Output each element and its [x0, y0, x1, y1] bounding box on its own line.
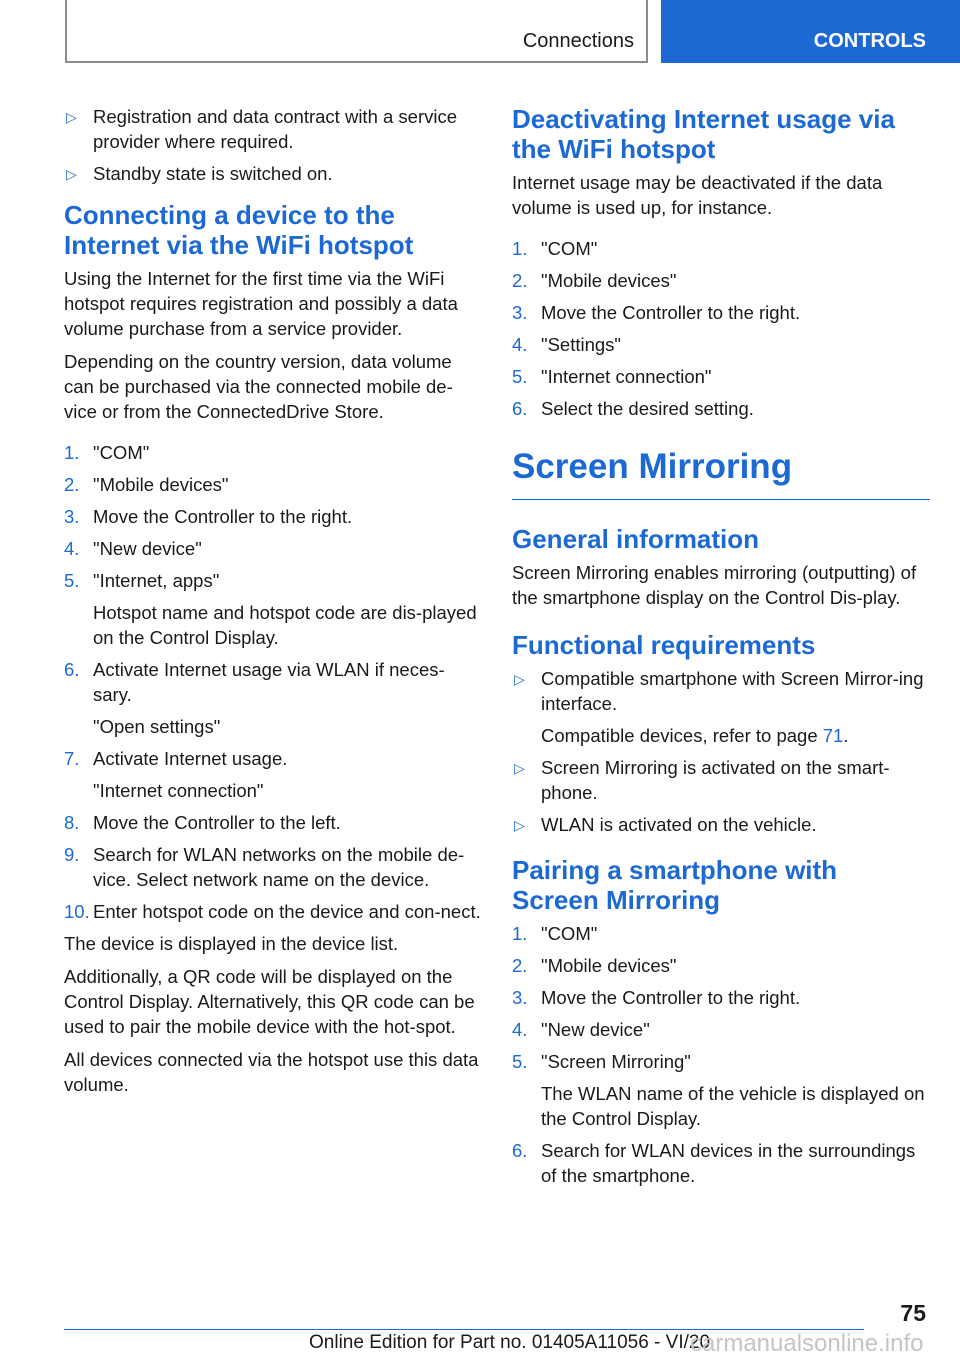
step-text: Search for WLAN devices in the surroundings of the smartphone.: [541, 1140, 916, 1186]
step-number: 3.: [64, 506, 80, 527]
list-item-text: WLAN is activated on the vehicle.: [541, 814, 817, 835]
list-item-text: Compatible smartphone with Screen Mirror‐ing interface.: [541, 668, 924, 714]
step-item: [512, 332, 930, 357]
step-item: [512, 396, 930, 421]
paragraph: Internet usage may be deactivated if the data volume is used up, for instance.: [512, 172, 883, 218]
section-heading: Connecting a device to the Internet via the WiFi hotspot: [64, 200, 414, 260]
section-label: Connections: [522, 30, 634, 52]
paragraph: Depending on the country version, data volume can be purchased via the connected mobile de‐vice or from the ConnectedDrive Store.: [64, 351, 453, 422]
step-text: Activate Internet usage via WLAN if neces‐sary.: [93, 659, 445, 705]
step-text: Move the Controller to the left.: [93, 812, 341, 833]
step-text: "Screen Mirroring": [541, 1051, 691, 1072]
step-number: 1.: [512, 923, 528, 944]
header-chapter-tab: [661, 0, 960, 63]
edition-text: Online Edition for Part no. 01405A11056 - VI/20: [309, 1332, 711, 1353]
left-column: [64, 104, 482, 1105]
step-text: Activate Internet usage.: [93, 748, 288, 769]
step-item: [64, 536, 482, 561]
section-heading: Pairing a smartphone with Screen Mirroring: [512, 855, 838, 915]
step-text: Search for WLAN networks on the mobile de‐vice. Select network name on the device.: [93, 844, 465, 890]
step-item: [512, 953, 930, 978]
cross-reference-suffix: .: [843, 725, 849, 746]
page-number: 75: [900, 1300, 926, 1326]
step-item: [64, 842, 482, 892]
paragraph: The device is displayed in the device list.: [64, 933, 399, 954]
step-text: "New device": [93, 538, 202, 559]
list-item-text: Screen Mirroring is activated on the smart‐phone.: [541, 757, 890, 803]
step-text: "COM": [93, 442, 150, 463]
step-item: [512, 921, 930, 946]
step-text: "New device": [541, 1019, 650, 1040]
step-text: Enter hotspot code on the device and con‐nect.: [93, 901, 481, 922]
chapter-heading: Screen Mirroring: [512, 447, 793, 486]
step-subtext: "Internet connection": [93, 780, 264, 801]
step-number: 1.: [64, 442, 80, 463]
step-number: 5.: [512, 366, 528, 387]
step-number: 6.: [512, 398, 528, 419]
step-number: 6.: [64, 659, 80, 680]
step-item: [512, 1138, 930, 1188]
step-text: "Settings": [541, 334, 621, 355]
step-text: "COM": [541, 238, 598, 259]
step-number: 8.: [64, 812, 80, 833]
section-heading: Deactivating Internet usage via the WiFi hotspot: [512, 104, 895, 164]
section-heading: Functional requirements: [512, 630, 816, 660]
step-number: 4.: [512, 334, 528, 355]
list-item: [512, 666, 930, 748]
step-item: [512, 236, 930, 261]
step-item: [512, 268, 930, 293]
step-number: 5.: [512, 1051, 528, 1072]
list-item-text: Registration and data contract with a service provider where required.: [93, 106, 458, 152]
steps-list: [512, 236, 930, 421]
step-text: Select the desired setting.: [541, 398, 754, 419]
step-number: 2.: [64, 474, 80, 495]
step-item: [64, 810, 482, 835]
list-item: [512, 812, 930, 837]
step-item: [64, 657, 482, 739]
paragraph: Using the Internet for the first time via the WiFi hotspot requires registration and possibly a data volume purchase from a service provider.: [64, 268, 458, 339]
header-section-tab: [65, 0, 648, 63]
page-link[interactable]: 71: [822, 725, 844, 746]
paragraph: Screen Mirroring enables mirroring (outputting) of the smartphone display on the Control Dis‐play.: [512, 562, 917, 608]
step-number: 4.: [64, 538, 80, 559]
step-text: "Mobile devices": [541, 270, 677, 291]
step-item: [512, 1017, 930, 1042]
step-item: [512, 985, 930, 1010]
step-item: [64, 504, 482, 529]
list-item: [64, 104, 482, 154]
paragraph: All devices connected via the hotspot use this data volume.: [64, 1049, 479, 1095]
step-item: [512, 1049, 930, 1131]
section-heading: General information: [512, 524, 760, 554]
step-subtext: "Open settings": [93, 716, 221, 737]
step-text: "Internet, apps": [93, 570, 220, 591]
triangle-bullet-icon: ▷: [514, 671, 525, 687]
step-number: 3.: [512, 302, 528, 323]
step-number: 9.: [64, 844, 80, 865]
triangle-bullet-icon: ▷: [66, 109, 77, 125]
triangle-bullet-icon: ▷: [66, 166, 77, 182]
step-number: 6.: [512, 1140, 528, 1161]
step-item: [64, 440, 482, 465]
step-item: [512, 364, 930, 389]
step-number: 10.: [64, 901, 90, 922]
step-number: 1.: [512, 238, 528, 259]
step-item: [512, 300, 930, 325]
list-item-text: Standby state is switched on.: [93, 163, 333, 184]
steps-list: [512, 921, 930, 1188]
step-text: "Internet connection": [541, 366, 712, 387]
step-item: [64, 472, 482, 497]
paragraph: Additionally, a QR code will be displayed on the Control Display. Alternatively, this QR code can be used to pair the mobile device with the hot‐spot.: [64, 966, 475, 1037]
step-number: 5.: [64, 570, 80, 591]
right-column: [512, 104, 930, 1195]
triangle-bullet-icon: ▷: [514, 760, 525, 776]
watermark: carmanualsonline.info: [690, 1330, 924, 1357]
step-item: [64, 568, 482, 650]
cross-reference-text: Compatible devices, refer to page: [541, 725, 823, 746]
step-number: 3.: [512, 987, 528, 1008]
step-text: "Mobile devices": [541, 955, 677, 976]
step-subtext: Hotspot name and hotspot code are dis‐played on the Control Display.: [93, 602, 477, 648]
step-text: "Mobile devices": [93, 474, 229, 495]
step-text: Move the Controller to the right.: [541, 302, 801, 323]
step-number: 2.: [512, 270, 528, 291]
prerequisite-list: [64, 104, 482, 186]
list-item: [64, 161, 482, 186]
step-number: 4.: [512, 1019, 528, 1040]
chapter-label: CONTROLS: [813, 30, 926, 52]
step-text: Move the Controller to the right.: [93, 506, 353, 527]
step-number: 2.: [512, 955, 528, 976]
list-item: [512, 755, 930, 805]
steps-list: [64, 440, 482, 924]
heading-rule: [512, 499, 930, 500]
step-text: Move the Controller to the right.: [541, 987, 801, 1008]
step-item: [64, 899, 482, 924]
step-text: "COM": [541, 923, 598, 944]
cross-reference: [541, 723, 930, 748]
step-number: 7.: [64, 748, 80, 769]
step-item: [64, 746, 482, 803]
step-subtext: The WLAN name of the vehicle is displayed on the Control Display.: [541, 1083, 925, 1129]
triangle-bullet-icon: ▷: [514, 817, 525, 833]
requirements-list: [512, 666, 930, 837]
